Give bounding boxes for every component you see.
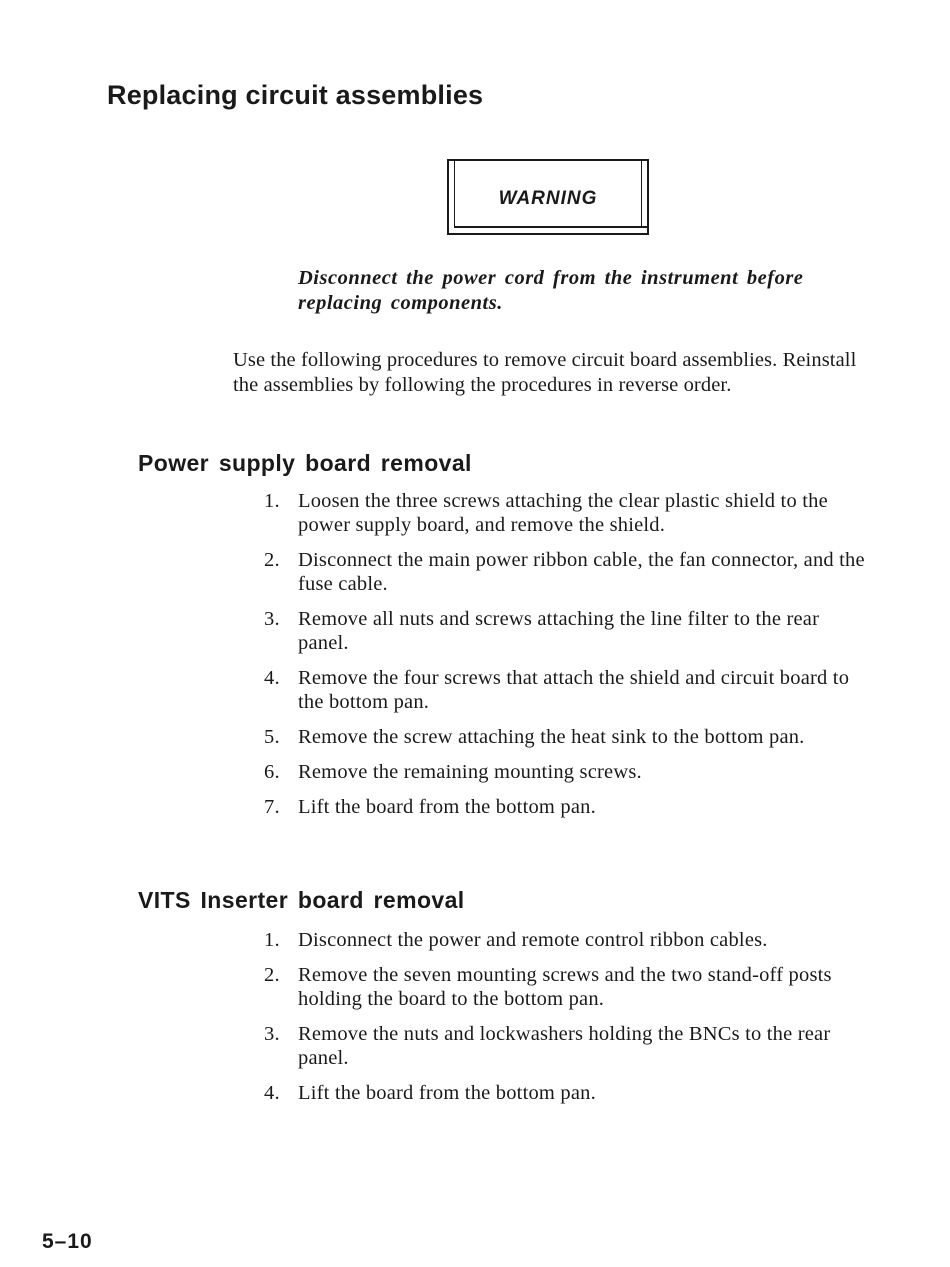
page-number: 5–10	[42, 1230, 93, 1253]
list-item	[264, 666, 874, 714]
step-number: 5.	[264, 726, 280, 748]
power-supply-steps	[264, 489, 874, 830]
page-title: Replacing circuit assemblies	[107, 80, 484, 110]
step-text: Loosen the three screws attaching the clear plastic shield to the power supply board, and remove the shield.	[298, 490, 828, 536]
step-number: 1.	[264, 929, 280, 951]
list-item	[264, 928, 874, 952]
step-number: 4.	[264, 667, 280, 689]
step-number: 6.	[264, 761, 280, 783]
warning-label: WARNING	[498, 188, 598, 209]
step-number: 1.	[264, 490, 280, 512]
step-text: Disconnect the power and remote control ribbon cables.	[298, 929, 768, 951]
list-item	[264, 1081, 874, 1105]
step-text: Disconnect the main power ribbon cable, the fan connector, and the fuse cable.	[298, 549, 865, 595]
list-item	[264, 1022, 874, 1070]
list-item	[264, 548, 874, 596]
vits-steps	[264, 928, 874, 1116]
step-text: Lift the board from the bottom pan.	[298, 796, 596, 818]
warning-box	[447, 159, 649, 235]
list-item	[264, 489, 874, 537]
list-item	[264, 963, 874, 1011]
step-number: 2.	[264, 549, 280, 571]
step-number: 4.	[264, 1082, 280, 1104]
section-heading-vits-inserter: VITS Inserter board removal	[138, 887, 465, 913]
step-text: Remove all nuts and screws attaching the line filter to the rear panel.	[298, 608, 820, 654]
list-item	[264, 725, 874, 749]
step-text: Remove the remaining mounting screws.	[298, 761, 642, 783]
section-heading-power-supply: Power supply board removal	[138, 450, 472, 476]
list-item	[264, 607, 874, 655]
step-text: Remove the seven mounting screws and the two stand-off posts holding the board to the bottom pan.	[298, 964, 832, 1010]
step-text: Remove the four screws that attach the shield and circuit board to the bottom pan.	[298, 667, 850, 713]
step-text: Lift the board from the bottom pan.	[298, 1082, 596, 1104]
step-number: 2.	[264, 964, 280, 986]
step-text: Remove the nuts and lockwashers holding the BNCs to the rear panel.	[298, 1023, 831, 1069]
list-item	[264, 760, 874, 784]
intro-paragraph: Use the following procedures to remove circuit board assemblies. Reinstall the assemblies by following the procedures in reverse order.	[233, 349, 857, 396]
warning-text: Disconnect the power cord from the instrument before replacing components.	[298, 267, 804, 314]
step-text: Remove the screw attaching the heat sink to the bottom pan.	[298, 726, 805, 748]
step-number: 3.	[264, 608, 280, 630]
step-number: 7.	[264, 796, 280, 818]
list-item	[264, 795, 874, 819]
step-number: 3.	[264, 1023, 280, 1045]
